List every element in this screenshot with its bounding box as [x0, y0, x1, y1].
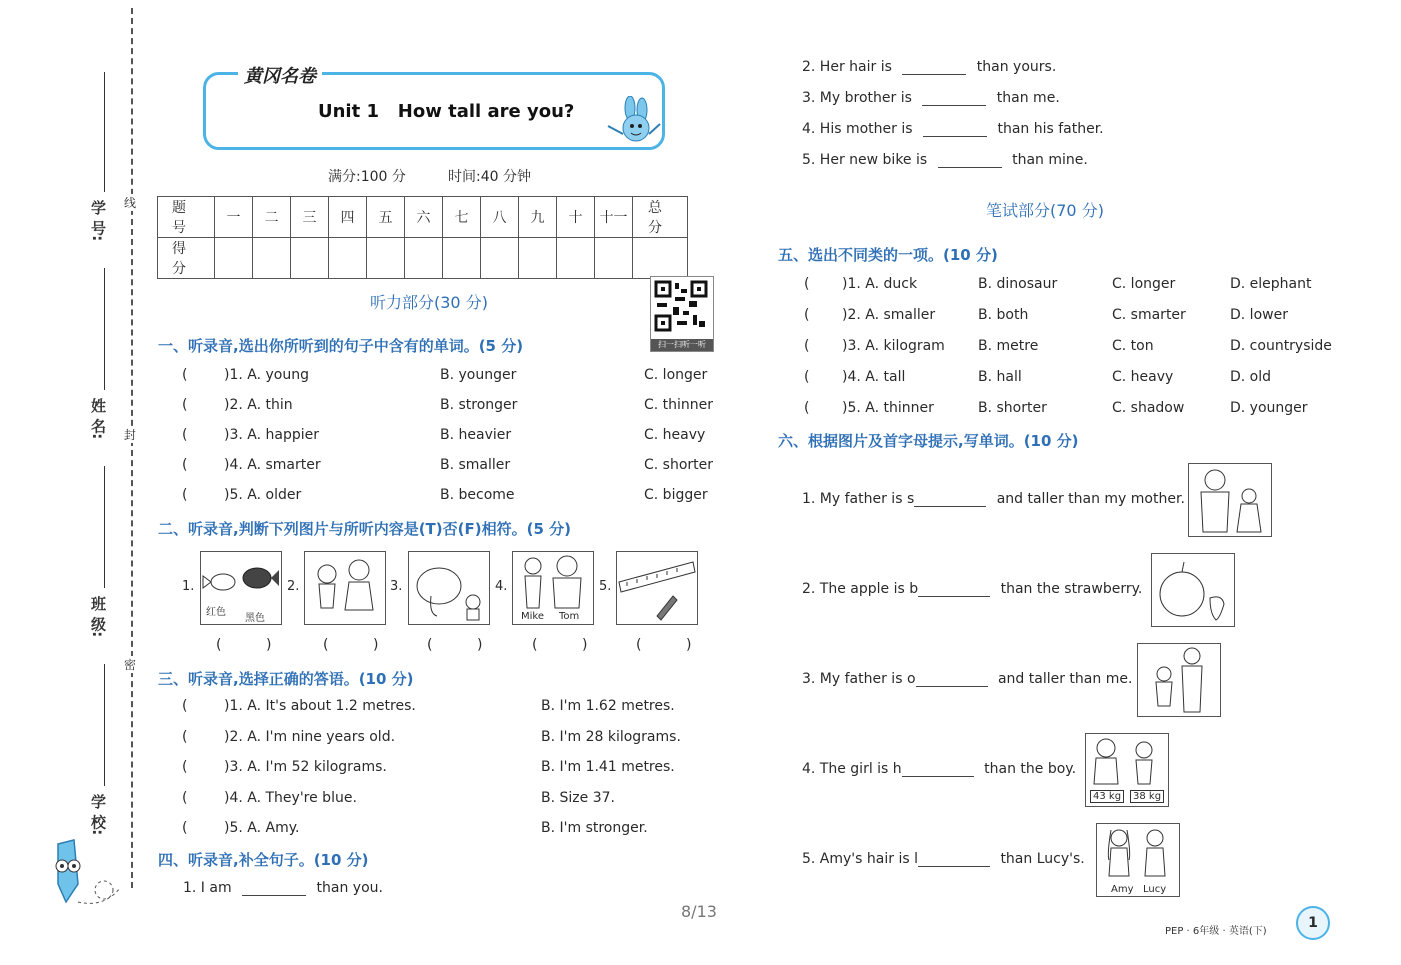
listening-section-header: 听力部分(30 分)	[370, 293, 488, 312]
score-input-cell[interactable]	[481, 238, 519, 279]
option-c: C. heavy	[644, 427, 706, 443]
answer-blank[interactable]	[918, 852, 990, 867]
option-b: B. I'm 1.62 metres.	[541, 698, 675, 714]
option-d: D. younger	[1230, 400, 1308, 416]
picture-number: 2.	[287, 579, 300, 594]
picture-apple-strawberry	[1151, 553, 1235, 627]
score-table-cell: 六	[405, 197, 443, 238]
apple-icon	[1152, 554, 1234, 626]
caption-tom: Tom	[559, 611, 580, 622]
picture-number: 3.	[390, 579, 403, 594]
sentence-item	[802, 491, 1185, 507]
option-b: B. hall	[978, 369, 1022, 385]
answer-paren-pair[interactable]: ( )	[427, 637, 483, 653]
qr-code[interactable]	[650, 276, 714, 352]
answer-blank[interactable]	[918, 582, 990, 597]
full-score-text: 满分:100 分	[328, 169, 406, 185]
answer-paren[interactable]: (	[182, 698, 188, 714]
sentence-suffix: than you.	[316, 880, 383, 896]
answer-paren-pair[interactable]: ( )	[216, 637, 272, 653]
score-input-cell[interactable]	[595, 238, 633, 279]
score-table-cell: 得 分	[158, 238, 215, 279]
option-b: B. I'm 1.41 metres.	[541, 759, 675, 775]
option-a: )1. A. duck	[842, 276, 918, 292]
option-a: )1. A. young	[224, 367, 309, 383]
sentence-prefix: 4. The girl is h	[802, 761, 902, 777]
option-a: )1. A. It's about 1.2 metres.	[224, 698, 416, 714]
sentence-suffix: than mine.	[1012, 152, 1088, 168]
children-icon	[305, 552, 385, 624]
option-d: D. countryside	[1230, 338, 1332, 354]
option-a: )2. A. thin	[224, 397, 293, 413]
school-field[interactable]	[104, 664, 105, 786]
score-input-cell[interactable]	[443, 238, 481, 279]
qr-code-icon	[651, 277, 711, 335]
student-id-field[interactable]	[104, 72, 105, 192]
section-2-title: 二、听录音,判断下列图片与所听内容是(T)否(F)相符。(5 分)	[158, 520, 571, 538]
fish-icon	[201, 552, 281, 608]
qr-caption: 扫一扫听一听	[651, 339, 713, 351]
sentence-suffix: and taller than my mother.	[996, 491, 1185, 507]
score-table-cell: 四	[329, 197, 367, 238]
option-a: )3. A. happier	[224, 427, 319, 443]
sentence-item	[802, 851, 1085, 867]
student-id-label: 学 号:	[89, 200, 107, 242]
list-item	[804, 276, 1364, 307]
picture-boy-girl	[304, 551, 386, 625]
sentence-prefix: 3. My brother is	[802, 90, 912, 106]
picture-girl-boy-weight	[1085, 733, 1169, 807]
weight-badge-girl: 43 kg	[1090, 790, 1124, 803]
picture-number: 4.	[495, 579, 508, 594]
elephant-icon	[409, 552, 489, 624]
answer-blank[interactable]	[902, 60, 966, 75]
sentence-suffix: than his father.	[997, 121, 1104, 137]
mark-secret: 密	[124, 658, 137, 672]
caption-red: 红色	[206, 607, 226, 618]
option-b: B. I'm 28 kilograms.	[541, 728, 681, 745]
brand-logo: 黄冈名卷	[238, 62, 322, 88]
list-item	[804, 369, 1364, 400]
option-c: C. bigger	[644, 487, 708, 503]
parents-icon	[1189, 464, 1271, 536]
name-label: 姓 名:	[89, 398, 107, 440]
page-number: 1	[1308, 915, 1318, 931]
answer-blank[interactable]	[922, 91, 986, 106]
picture-number: 1.	[182, 579, 195, 594]
sentence-prefix: 1. I am	[183, 880, 232, 896]
section-4-title: 四、听录音,补全句子。(10 分)	[158, 851, 369, 869]
option-c: C. ton	[1112, 338, 1154, 354]
list-item	[182, 729, 722, 760]
option-b: B. I'm stronger.	[541, 820, 648, 836]
sentence-item	[802, 581, 1142, 597]
score-input-cell[interactable]	[291, 238, 329, 279]
option-c: C. longer	[644, 367, 708, 383]
score-table-score-row	[158, 238, 688, 279]
option-d: D. lower	[1230, 307, 1288, 323]
score-table-cell: 题 号	[158, 197, 215, 238]
sentence-prefix: 2. Her hair is	[802, 59, 892, 75]
score-input-cell[interactable]	[329, 238, 367, 279]
answer-paren-pair[interactable]: ( )	[532, 637, 588, 653]
weight-badge-boy: 38 kg	[1130, 790, 1164, 803]
sentence-item	[802, 671, 1132, 687]
score-table-cell: 三	[291, 197, 329, 238]
option-a: )5. A. thinner	[842, 400, 934, 416]
caption-lucy: Lucy	[1143, 884, 1167, 895]
list-item	[804, 307, 1364, 338]
answer-blank[interactable]	[902, 762, 974, 777]
option-b: B. dinosaur	[978, 276, 1058, 292]
list-item	[182, 790, 722, 821]
written-section-header: 笔试部分(70 分)	[986, 201, 1104, 220]
answer-paren[interactable]: (	[804, 276, 810, 292]
picture-ruler-pencil	[616, 551, 698, 625]
sentence-suffix: than the boy.	[984, 761, 1077, 777]
option-c: C. shorter	[644, 457, 714, 473]
score-table-cell: 八	[481, 197, 519, 238]
sentence-item	[802, 59, 1056, 75]
score-table-cell: 九	[519, 197, 557, 238]
answer-paren[interactable]: (	[182, 457, 188, 473]
option-b: B. shorter	[978, 400, 1047, 416]
sentence-prefix: 5. Her new bike is	[802, 152, 928, 168]
section-1-list	[182, 367, 722, 517]
score-table-cell: 十一	[595, 197, 633, 238]
answer-paren[interactable]: (	[182, 728, 188, 745]
sentence-prefix: 3. My father is o	[802, 671, 916, 687]
rabbit-mascot-icon	[600, 96, 664, 152]
sentence-suffix: than Lucy's.	[1000, 851, 1085, 867]
score-input-cell[interactable]	[519, 238, 557, 279]
score-input-cell[interactable]	[557, 238, 595, 279]
girl-boy-icon	[1086, 734, 1168, 790]
mark-line: 线	[124, 196, 137, 210]
answer-paren[interactable]: (	[182, 789, 188, 806]
answer-blank[interactable]	[938, 153, 1002, 168]
answer-paren[interactable]: (	[182, 820, 188, 836]
section-3-title: 三、听录音,选择正确的答语。(10 分)	[158, 670, 414, 688]
page-number-badge	[1296, 906, 1330, 940]
option-a: )3. A. I'm 52 kilograms.	[224, 759, 387, 775]
picture-mike-tom	[512, 551, 594, 625]
footer-text: PEP · 6年级 · 英语(下)	[1165, 926, 1267, 937]
answer-paren[interactable]: (	[182, 397, 188, 413]
sentence-suffix: and taller than me.	[997, 671, 1133, 687]
school-label: 学 校:	[89, 794, 107, 836]
sentence-suffix: than me.	[996, 90, 1060, 106]
option-a: )4. A. They're blue.	[224, 789, 357, 806]
score-table	[157, 196, 688, 279]
option-a: )2. A. I'm nine years old.	[224, 728, 396, 745]
option-c: C. smarter	[1112, 307, 1186, 323]
list-item	[182, 367, 722, 397]
answer-paren[interactable]: (	[804, 400, 810, 416]
option-c: C. thinner	[644, 397, 714, 413]
score-input-cell[interactable]	[215, 238, 253, 279]
option-a: )2. A. smaller	[842, 307, 936, 323]
option-c: C. shadow	[1112, 400, 1185, 416]
sentence-suffix: than the strawberry.	[1000, 581, 1143, 597]
score-input-cell[interactable]	[633, 238, 688, 279]
caption-black: 黑色	[245, 613, 265, 624]
list-item	[182, 397, 722, 427]
section-5-title: 五、选出不同类的一项。(10 分)	[778, 246, 998, 264]
mark-seal: 封	[124, 428, 137, 442]
option-b: B. both	[978, 307, 1029, 323]
section-6-title: 六、根据图片及首字母提示,写单词。(10 分)	[778, 432, 1079, 450]
score-table-cell: 总 分	[633, 197, 688, 238]
sentence-item	[802, 90, 1060, 106]
picture-father-son	[1137, 643, 1221, 717]
section-5-list	[804, 276, 1364, 431]
option-c: C. heavy	[1112, 369, 1174, 385]
answer-blank[interactable]	[923, 122, 987, 137]
option-a: )5. A. Amy.	[224, 820, 300, 836]
score-table-cell: 二	[253, 197, 291, 238]
option-a: )5. A. older	[224, 487, 302, 503]
picture-fish	[200, 551, 282, 625]
binding-dashed-line	[131, 8, 133, 888]
sentence-prefix: 5. Amy's hair is l	[802, 851, 918, 867]
section-3-list	[182, 698, 722, 851]
sentence-item	[183, 880, 383, 896]
picture-number: 5.	[599, 579, 612, 594]
ruler-icon	[617, 552, 697, 624]
list-item	[804, 400, 1364, 431]
option-a: )3. A. kilogram	[842, 338, 945, 354]
score-table-cell: 一	[215, 197, 253, 238]
option-b: B. heavier	[440, 427, 512, 443]
sentence-item	[802, 152, 1088, 168]
sentence-item	[802, 121, 1104, 137]
answer-paren-pair[interactable]: ( )	[636, 637, 692, 653]
binding-strip	[0, 0, 140, 965]
option-d: D. old	[1230, 369, 1272, 385]
answer-paren[interactable]: (	[804, 307, 810, 323]
answer-paren[interactable]: (	[182, 427, 188, 443]
sentence-prefix: 4. His mother is	[802, 121, 913, 137]
option-b: B. smaller	[440, 457, 511, 473]
sentence-prefix: 1. My father is s	[802, 491, 915, 507]
answer-blank[interactable]	[914, 492, 986, 507]
score-table-cell: 七	[443, 197, 481, 238]
score-input-cell[interactable]	[367, 238, 405, 279]
class-label: 班 级:	[89, 596, 107, 638]
picture-father-mother	[1188, 463, 1272, 537]
answer-blank[interactable]	[916, 672, 988, 687]
option-c: C. longer	[1112, 276, 1176, 292]
list-item	[182, 427, 722, 457]
answer-paren[interactable]: (	[182, 367, 188, 383]
score-table-cell: 五	[367, 197, 405, 238]
option-a: )4. A. tall	[842, 369, 906, 385]
father-son-icon	[1138, 644, 1220, 716]
sentence-suffix: than yours.	[976, 59, 1057, 75]
boys-icon	[513, 552, 593, 612]
list-item	[182, 487, 722, 517]
sentence-prefix: 2. The apple is b	[802, 581, 919, 597]
option-d: D. elephant	[1230, 276, 1312, 292]
answer-paren[interactable]: (	[182, 487, 188, 503]
page-title: Unit 1 How tall are you?	[318, 101, 575, 122]
answer-paren[interactable]: (	[804, 338, 810, 354]
option-b: B. younger	[440, 367, 517, 383]
two-girls-icon	[1097, 824, 1179, 884]
caption-mike: Mike	[521, 611, 544, 622]
option-b: B. metre	[978, 338, 1039, 354]
score-table-cell: 十	[557, 197, 595, 238]
sentence-item	[802, 761, 1076, 777]
class-field[interactable]	[104, 466, 105, 588]
answer-paren-pair[interactable]: ( )	[323, 637, 379, 653]
list-item	[182, 698, 722, 729]
time-limit-text: 时间:40 分钟	[448, 169, 531, 185]
picture-amy-lucy	[1096, 823, 1180, 897]
answer-paren[interactable]: (	[804, 369, 810, 385]
score-table-header-row	[158, 197, 688, 238]
option-b: B. Size 37.	[541, 789, 615, 806]
option-b: B. stronger	[440, 397, 518, 413]
page-indicator: 8/13	[681, 902, 717, 921]
option-b: B. become	[440, 487, 515, 503]
caption-amy: Amy	[1111, 884, 1134, 895]
name-field[interactable]	[104, 268, 105, 390]
option-a: )4. A. smarter	[224, 457, 321, 473]
list-item	[804, 338, 1364, 369]
answer-paren[interactable]: (	[182, 759, 188, 775]
list-item	[182, 759, 722, 790]
section-1-title: 一、听录音,选出你所听到的句子中含有的单词。(5 分)	[158, 337, 524, 355]
list-item	[182, 457, 722, 487]
answer-blank[interactable]	[242, 881, 306, 896]
picture-elephant-cat	[408, 551, 490, 625]
score-input-cell[interactable]	[253, 238, 291, 279]
pencil-mascot-icon	[44, 836, 134, 908]
score-input-cell[interactable]	[405, 238, 443, 279]
list-item	[182, 820, 722, 851]
